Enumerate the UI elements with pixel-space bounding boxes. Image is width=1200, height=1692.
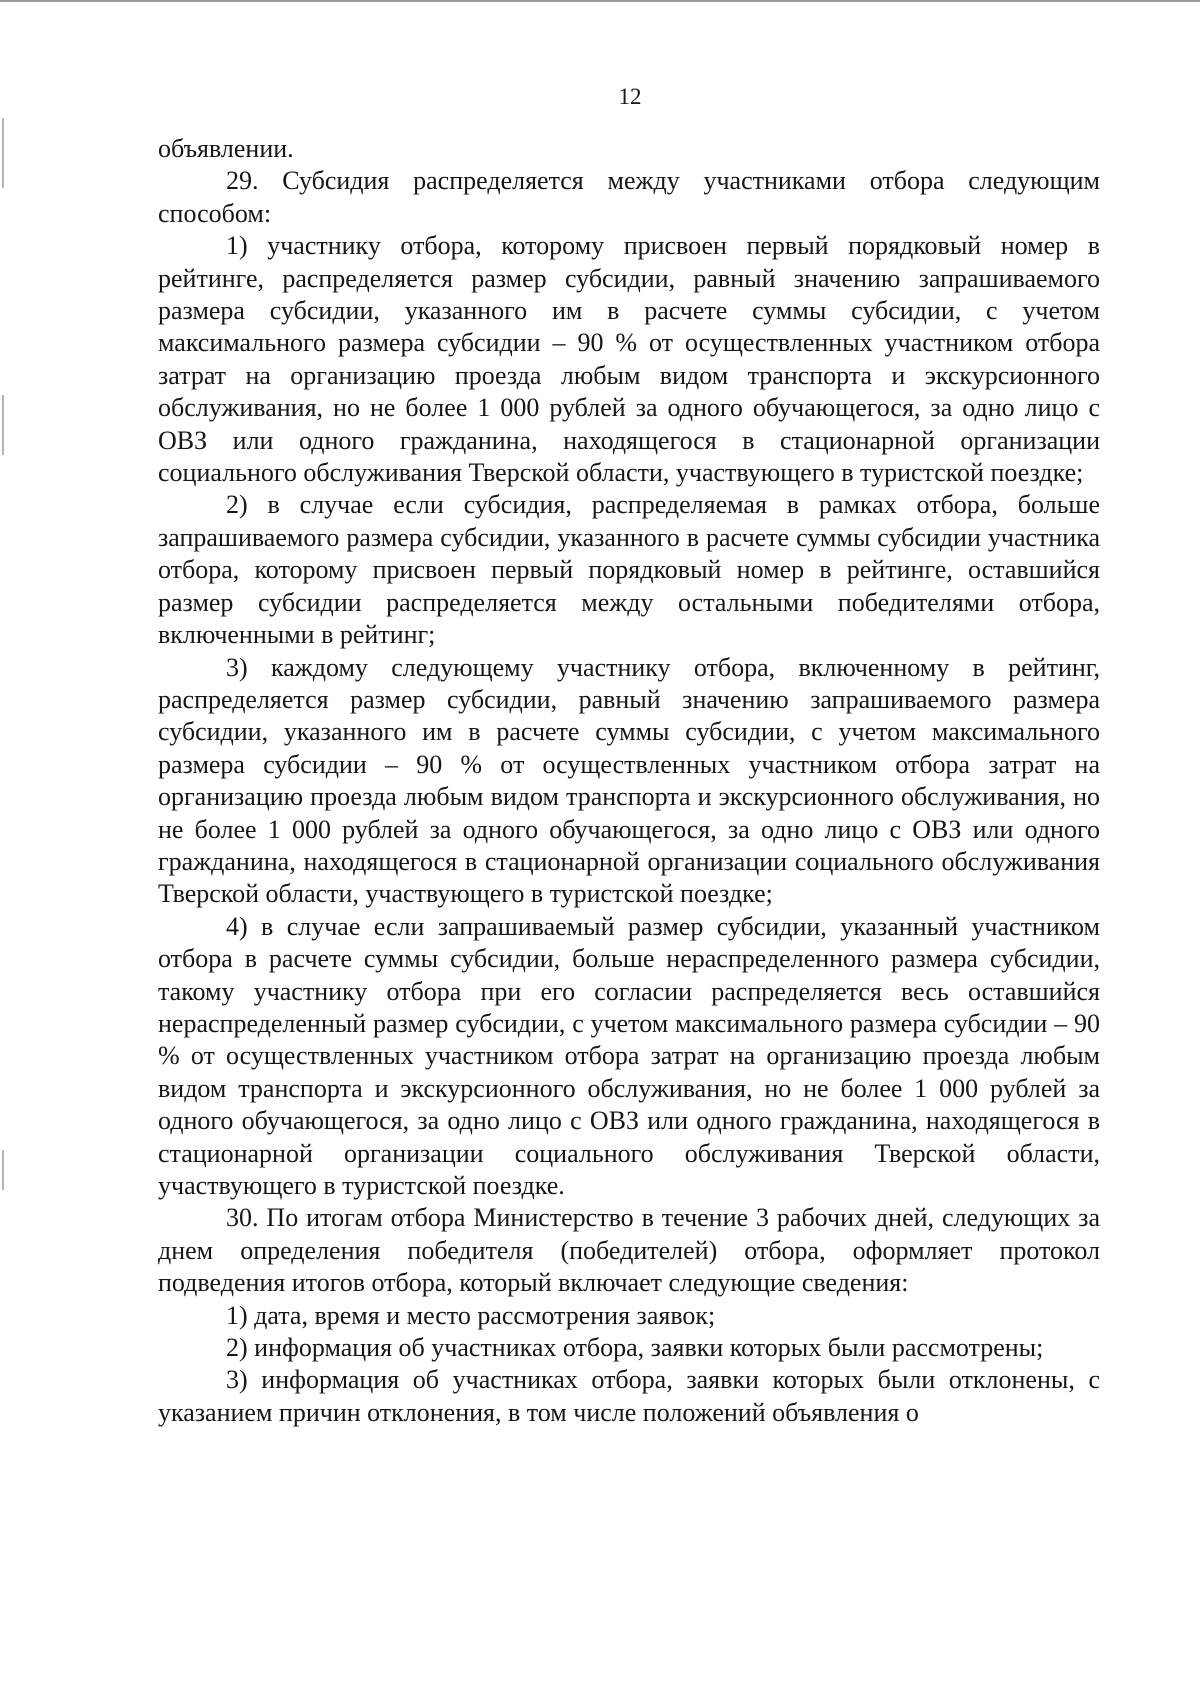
paragraph: 29. Субсидия распределяется между участниками отбора следующим способом:: [158, 166, 1100, 228]
paragraph: 2) в случае если субсидия, распределяемая в рамках отбора, больше запрашиваемого размера субсидии, указанного в расчете суммы субсидии участника отбора, которому присвоен первый порядковый номер в рейтинге, оставшийся размер субсидии распределяется между остальными победителями отбора, включенными в рейтинг;: [158, 490, 1100, 650]
scan-left-edge-mark: [2, 395, 4, 455]
paragraph: 3) каждому следующему участнику отбора, включенному в рейтинг, распределяется размер субсидии, равный значению запрашиваемого размера субсидии, указанного им в расчете суммы субсидии, с учетом максимального размера субсидии – 90 % от осуществленных участником отбора затрат на организацию проезда любым видом транспорта и экскурсионного обслуживания, но не более 1 000 рублей за одного обучающегося, за одно лицо с ОВЗ или одного гражданина, находящегося в стационарной организации социального обслуживания Тверской области, участвующего в туристской поездке;: [158, 652, 1100, 909]
scan-left-edge-mark: [2, 1150, 4, 1190]
paragraph: 2) информация об участниках отбора, заявки которых были рассмотрены;: [226, 1333, 1044, 1363]
paragraph: 1) участнику отбора, которому присвоен первый порядковый номер в рейтинге, распределяется размер субсидии, равный значению запрашиваемого размера субсидии, указанного им в расчете суммы субсидии, с учетом максимального размера субсидии – 90 % от осуществленных участником отбора затрат на организацию проезда любым видом транспорта и экскурсионного обслуживания, но не более 1 000 рублей за одного обучающегося, за одно лицо с ОВЗ или одного гражданина, находящегося в стационарной организации социального обслуживания Тверской области, участвующего в туристской поездке;: [158, 231, 1100, 488]
document-body: [158, 133, 1100, 1429]
paragraph: 3) информация об участниках отбора, заявки которых были отклонены, с указанием причин отклонения, в том числе положений объявления о: [158, 1365, 1100, 1427]
scan-top-edge: [0, 0, 1200, 2]
scan-left-edge-mark: [2, 118, 4, 188]
paragraph: 1) дата, время и место рассмотрения заявок;: [226, 1300, 716, 1330]
page-number: 12: [618, 84, 642, 109]
paragraph: объявлении.: [158, 134, 294, 163]
paragraph: 30. По итогам отбора Министерство в течение 3 рабочих дней, следующих за днем определения победителя (победителей) отбора, оформляет протокол подведения итогов отбора, который включает следующие сведения:: [158, 1203, 1100, 1298]
paragraph: 4) в случае если запрашиваемый размер субсидии, указанный участником отбора в расчете суммы субсидии, больше нераспределенного размера субсидии, такому участнику отбора при его согласии распределяется весь оставшийся нераспределенный размер субсидии, с учетом максимального размера субсидии – 90 % от осуществленных участником отбора затрат на организацию проезда любым видом транспорта и экскурсионного обслуживания, но не более 1 000 рублей за одного обучающегося, за одно лицо с ОВЗ или одного гражданина, находящегося в стационарной организации социального обслуживания Тверской области, участвующего в туристской поездке.: [158, 911, 1100, 1200]
